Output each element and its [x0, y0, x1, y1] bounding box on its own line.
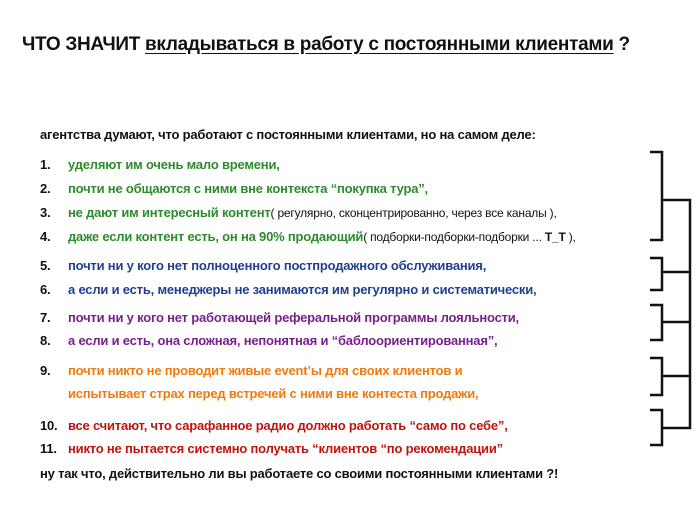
- item-number: 5.: [40, 258, 51, 273]
- item-number: 3.: [40, 205, 51, 220]
- title-part-1: ЧТО ЗНАЧИТ: [22, 34, 141, 55]
- item-number: 11.: [40, 441, 57, 456]
- item-note: ( регулярно, сконцентрированно, через все каналы ),: [270, 206, 557, 220]
- item-number: 10.: [40, 418, 58, 433]
- item-number: 4.: [40, 229, 51, 244]
- bracket-group-1: [650, 152, 662, 240]
- item-text: почти не общаются с ними вне контекста “покупка тура”,: [68, 181, 428, 196]
- item-number: 8.: [40, 333, 51, 348]
- bracket-outer: [662, 200, 690, 428]
- item-number: 7.: [40, 310, 51, 325]
- item-number: 6.: [40, 282, 51, 297]
- item-note-emoticon: T_T: [544, 230, 566, 244]
- item-text: а если и есть, менеджеры не занимаются им регулярно и систематически,: [68, 282, 537, 297]
- bracket-group-4: [650, 358, 662, 395]
- title-part-2-underlined: вкладываться в работу с постоянными клиентами: [145, 34, 614, 55]
- outro-question: ну так что, действительно ли вы работаете со своими постоянными клиентами ?!: [40, 466, 559, 481]
- bracket-group-2: [650, 258, 662, 290]
- item-note: ( подборки-подборки-подборки ... T_T ),: [363, 230, 576, 244]
- item-number: 1.: [40, 157, 51, 172]
- item-text: все считают, что сарафанное радио должно работать “само по себе”,: [68, 418, 508, 433]
- item-text: не дают им интересный контент: [68, 205, 271, 220]
- title-part-3: ?: [618, 34, 630, 55]
- bracket-group-3: [650, 305, 662, 340]
- item-text: почти никто не проводит живые event’ы для своих клиентов и: [68, 363, 463, 378]
- item-text: испытывает страх перед встречей с ними вне контеста продажи,: [68, 386, 479, 401]
- item-number: 2.: [40, 181, 51, 196]
- intro-text: агентства думают, что работают с постоянными клиентами, но на самом деле:: [40, 127, 536, 142]
- item-text: а если и есть, она сложная, непонятная и “баблоориентированная”,: [68, 333, 498, 348]
- item-text: почти ни у кого нет работающей реферальной программы лояльности,: [68, 310, 519, 325]
- item-text: никто не пытается системно получать “клиентов “по рекомендации”: [68, 441, 503, 456]
- bracket-group-5: [650, 410, 662, 445]
- item-text: даже если контент есть, он на 90% продающий: [68, 229, 364, 244]
- item-number: 9.: [40, 363, 51, 378]
- item-text: почти ни у кого нет полноценного постпродажного обслуживания,: [68, 258, 487, 273]
- item-text: уделяют им очень мало времени,: [68, 157, 280, 172]
